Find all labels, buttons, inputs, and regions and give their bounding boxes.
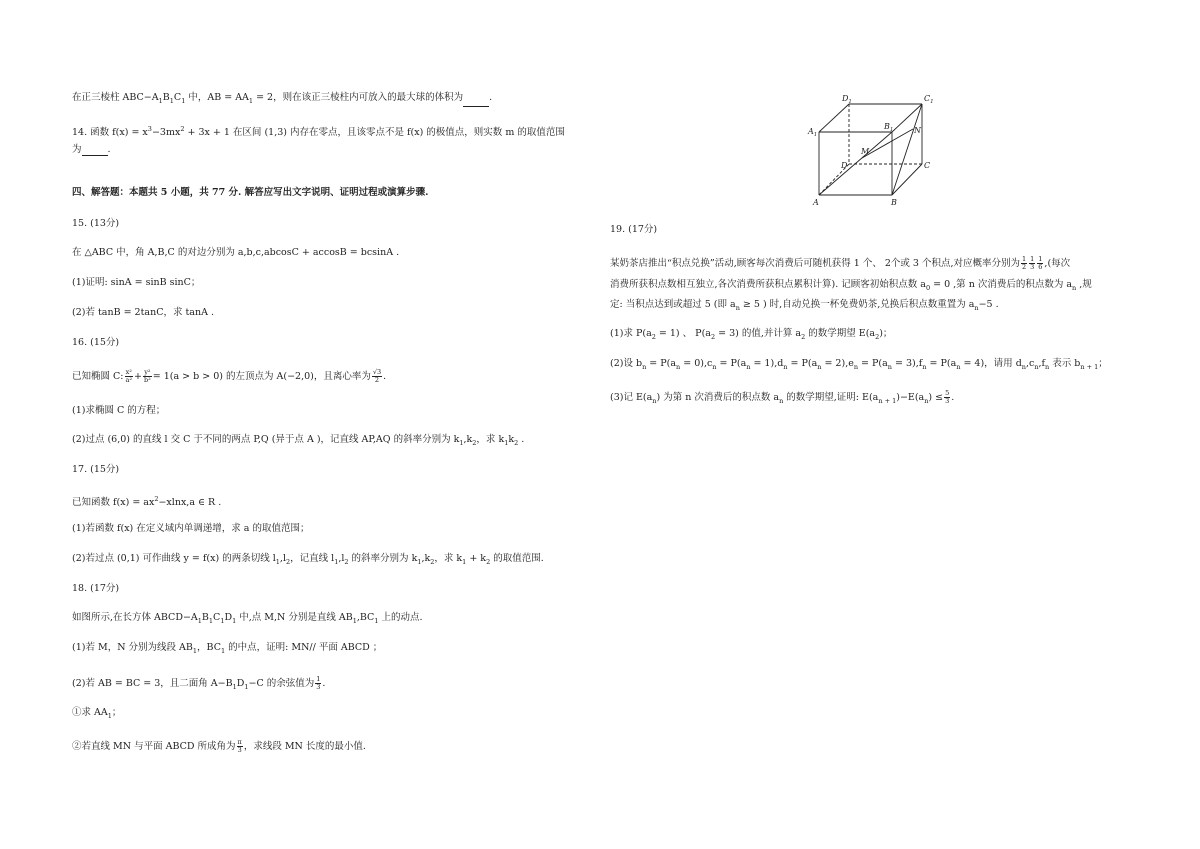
fraction: $\frac{1}{3}$ <box>1030 255 1035 271</box>
fraction: $\frac{\pi}{3}$ <box>237 738 242 754</box>
label-d1: $D_1$ <box>842 94 852 105</box>
edge-a1-d1 <box>819 104 849 132</box>
question-16-part1: (1)求椭圆 C 的方程； <box>72 405 166 416</box>
fraction: $\frac{\text{x²}}{\text{a²}}$ <box>125 368 132 384</box>
question-14-line2: 为 . <box>72 144 111 155</box>
label-c: C <box>924 161 931 170</box>
label-m: M <box>861 147 870 156</box>
label-n: N <box>914 126 921 135</box>
fraction: $\frac{1}{6}$ <box>1038 255 1043 271</box>
question-19-part2: (2)设 $b_n = P(a_n = 0),c_n = P(a_n = 1),d_n = P(a_n = 2),e_n = P(a_n = 3),f_n = P(a_n = 4)$，请用 $d_n,c_n,f_n$ 表示 $b_{n + 1}$； <box>610 358 1108 371</box>
label-a: A <box>813 198 819 207</box>
answer-blank <box>82 146 108 156</box>
fraction: $\frac{√3}{2}$ <box>372 368 382 384</box>
question-18-stem: 如图所示,在长方体 $ABCD-A_1B_1C_1D_1$ 中,点 M,N 分别是直线 $AB_1,BC_1$ 上的动点. <box>72 612 423 625</box>
label-b: B <box>891 198 897 207</box>
fraction: $\frac{5}{3}$ <box>945 389 950 405</box>
question-18-subpart2: ②若直线 MN 与平面 ABCD 所成角为 $\frac{\pi}{3}$ ，求线段 MN 长度的最小值. <box>72 738 366 754</box>
question-19-part3: (3)记 $E(a_n)$ 为第 n 次消费后的积点数 $a_n$ 的数学期望,证明: $E(a_{n + 1})-E(a_n)$ ≤ $\frac{5}{3}$ . <box>610 389 955 405</box>
question-17-stem: 已知函数 $f(x) = ax^2-xlnx,a$ ∈ R . <box>72 495 222 509</box>
question-19-part1: (1)求 $P(a_2 = 1)$ 、 $P(a_2 = 3)$ 的值,并计算 $a_2$ 的数学期望 $E(a_2)$； <box>610 328 893 341</box>
question-19-line2: 消费所获积点数相互独立,各次消费所获积点累积计算). 记顾客初始积点数 $a_0 = 0$ ,第 n 次消费后的积点数为 $a_n$ ,规 <box>610 279 1092 292</box>
question-14-line1: 14. 函数 $f(x) = x^3-3mx^2 + 3x + 1$ 在区间 (1,3) 内存在零点，且该零点不是 f(x) 的极值点，则实数 m 的取值范围 <box>72 125 565 139</box>
edge-b-c <box>892 164 922 195</box>
question-13: 在正三棱柱 $ABC-A_1B_1C_1$ 中，AB = $AA_1 = 2$，则在该正三棱柱内可放入的最大球的体积为 . <box>72 92 493 105</box>
label-c1: $C_1$ <box>924 94 934 105</box>
question-19-line1: 某奶茶店推出“积点兑换”活动,顾客每次消费后可随机获得 1 个、 2个或 3 个积点,对应概率分别为 $\frac{1}{2}$ $\frac{1}{3}$ $\frac{1}{6}$ ,(每次 <box>610 255 1071 271</box>
question-17-part2: (2)若过点 (0,1) 可作曲线 y = f(x) 的两条切线 $l_1,l_2$，记直线 $l_1,l_2$ 的斜率分别为 $k_1,k_2$，求 $k_1 + k_2$ 的取值范围. <box>72 553 544 566</box>
label-d: D <box>841 161 848 170</box>
question-16-stem: 已知椭圆 C: $\frac{\text{x²}}{\text{a²}}$ + $\frac{\text{y²}}{\text{b²}}$ = 1(a > b > 0) 的左顶点为 A(−2,0)，且离心率为 $\frac{√3}{2}$ . <box>72 368 387 384</box>
question-15-part1: (1)证明: sinA = sinB sinC； <box>72 277 201 288</box>
fraction: $\frac{1}{2}$ <box>1022 255 1027 271</box>
question-16-header: 16. (15分) <box>72 337 120 348</box>
answer-blank <box>463 97 489 107</box>
question-18-part2: (2)若 AB = BC = 3，且二面角 $A-B_1D_1-C$ 的余弦值为 $\frac{1}{3}$ . <box>72 675 326 691</box>
question-16-part2: (2)过点 (6,0) 的直线 l 交 C 于不同的两点 P,Q (异于点 A )，记直线 AP,AQ 的斜率分别为 $k_1,k_2$，求 $k_1k_2$ . <box>72 434 525 447</box>
question-19-header: 19. (17分) <box>610 224 658 235</box>
question-17-part1: (1)若函数 f(x) 在定义域内单调递增，求 a 的取值范围； <box>72 523 310 534</box>
section-4-heading: 四、解答题：本题共 5 小题，共 77 分. 解答应写出文字说明、证明过程或演算步骤. <box>72 187 429 198</box>
label-a1: $A_1$ <box>808 127 818 138</box>
cuboid-figure <box>800 92 950 212</box>
question-15-stem: 在 △ABC 中，角 A,B,C 的对边分别为 a,b,c,abcosC + accosB = bcsinA . <box>72 247 400 258</box>
question-19-line3: 定: 当积点达到或超过 5 (即 $a_n \ge 5$ ) 时,自动兑换一杯免费奶茶,兑换后积点数重置为 $a_n-5$ . <box>610 299 999 312</box>
question-15-header: 15. (13分) <box>72 218 120 229</box>
question-15-part2: (2)若 tanB = 2tanC，求 tanA . <box>72 307 214 318</box>
question-18-subpart1: ①求 $AA_1$； <box>72 707 122 720</box>
fraction: $\frac{1}{3}$ <box>316 675 321 691</box>
question-17-header: 17. (15分) <box>72 464 120 475</box>
question-18-header: 18. (17分) <box>72 583 120 594</box>
diagonal-a-b1 <box>819 132 892 195</box>
label-b1: $B_1$ <box>884 122 894 133</box>
question-18-part1: (1)若 M，N 分别为线段 $AB_1$，$BC_1$ 的中点，证明: MN// 平面 ABCD ； <box>72 642 383 655</box>
fraction: $\frac{\text{y²}}{\text{b²}}$ <box>143 368 151 384</box>
